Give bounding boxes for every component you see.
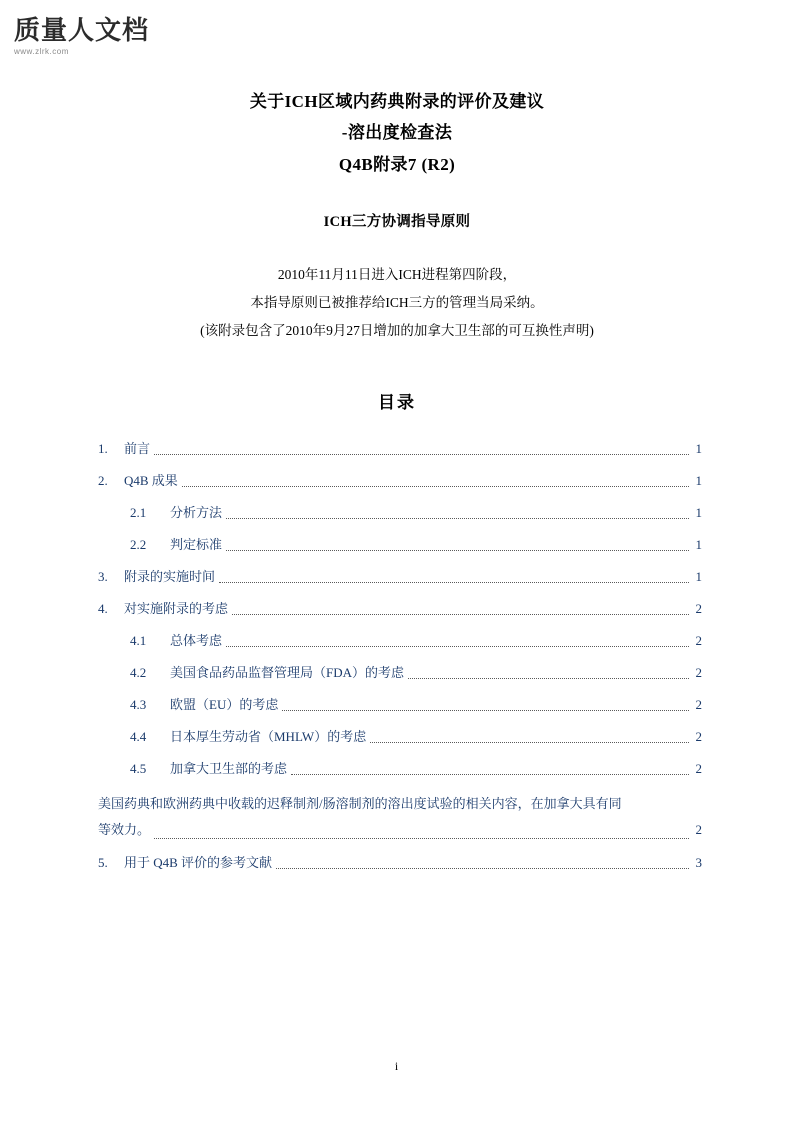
toc-entry[interactable] [92, 695, 702, 715]
toc-leader-dots [154, 453, 689, 455]
toc-entry-number: 4. [98, 601, 108, 617]
page-title [92, 86, 702, 180]
title-line-3: Q4B附录7 (R2) [338, 154, 456, 174]
toc-entry[interactable] [92, 471, 702, 491]
toc-leader-dots [226, 549, 689, 551]
toc-entry-number: 4.4 [130, 729, 147, 745]
note-line-2: 本指导原则已被推荐给ICH三方的管理当局采纳。 [250, 294, 544, 310]
toc-entry-label: 前言 [124, 441, 151, 457]
toc-leader-dots [232, 613, 689, 615]
title-line-2: -溶出度检查法 [341, 123, 453, 143]
table-of-contents [92, 439, 702, 873]
toc-entry-page: 2 [695, 761, 702, 777]
toc-entry-label: 用于 Q4B 评价的参考文献 [124, 855, 273, 871]
toc-entry-number: 1. [98, 441, 108, 457]
toc-entry-label: Q4B 成果 [124, 473, 178, 489]
watermark-main-text: 质量人文档 [14, 16, 150, 46]
toc-entry[interactable] [92, 503, 702, 523]
toc-entry-page: 2 [695, 697, 702, 713]
toc-paragraph-tail: 等效力。 [98, 822, 151, 838]
toc-leader-dots [276, 867, 689, 869]
document-content [92, 86, 702, 885]
toc-entry-page: 1 [695, 537, 702, 553]
toc-heading: 目录 [378, 393, 416, 413]
toc-entry[interactable] [92, 853, 702, 873]
toc-entry-paragraph[interactable] [92, 791, 702, 843]
toc-leader-dots [282, 709, 689, 711]
toc-entry-number: 2.1 [130, 505, 147, 521]
toc-entry-label: 加拿大卫生部的考虑 [170, 761, 288, 777]
toc-entry-page: 1 [695, 569, 702, 585]
toc-entry-number: 4.1 [130, 633, 147, 649]
toc-entry-page: 1 [695, 473, 702, 489]
toc-leader-dots [226, 517, 689, 519]
toc-entry-number: 4.3 [130, 697, 147, 713]
title-line-1: 关于ICH区域内药典附录的评价及建议 [249, 92, 545, 111]
toc-entry-label: 附录的实施时间 [124, 569, 216, 585]
toc-entry-number: 2. [98, 473, 108, 489]
toc-leader-dots [219, 581, 689, 583]
toc-leader-dots [154, 837, 689, 839]
toc-entry-label: 分析方法 [170, 505, 223, 521]
toc-entry-number: 2.2 [130, 537, 147, 553]
toc-entry[interactable] [92, 759, 702, 779]
toc-entry-number: 3. [98, 569, 108, 585]
toc-leader-dots [370, 741, 689, 743]
status-notes [92, 261, 702, 344]
watermark-logo [8, 10, 160, 64]
toc-entry-page: 3 [695, 855, 702, 871]
toc-paragraph-text: 美国药典和欧洲药典中收载的迟释制剂/肠溶制剂的溶出度试验的相关内容，在加拿大具有同 [98, 796, 622, 812]
toc-entry-label: 判定标准 [170, 537, 223, 553]
toc-entry-page: 2 [695, 601, 702, 617]
toc-entry[interactable] [92, 599, 702, 619]
note-line-1: 2010年11月11日进入ICH进程第四阶段， [277, 267, 517, 283]
toc-entry[interactable] [92, 727, 702, 747]
toc-entry[interactable] [92, 535, 702, 555]
toc-entry-page: 2 [695, 729, 702, 745]
toc-entry[interactable] [92, 631, 702, 651]
toc-leader-dots [291, 773, 689, 775]
toc-entry-page: 1 [695, 505, 702, 521]
page-number-footer: i [394, 1059, 399, 1073]
note-line-3: (该附录包含了2010年9月27日增加的加拿大卫生部的可互换性声明) [200, 322, 594, 338]
toc-leader-dots [226, 645, 689, 647]
toc-leader-dots [182, 485, 689, 487]
toc-entry-page: 2 [695, 633, 702, 649]
toc-entry-label: 美国食品药品监督管理局（FDA）的考虑 [170, 665, 405, 681]
toc-entry-label: 欧盟（EU）的考虑 [170, 697, 279, 713]
toc-entry-page: 1 [695, 441, 702, 457]
watermark-sub-text: www.zlrk.com [14, 47, 69, 56]
toc-entry-number: 5. [98, 855, 108, 871]
toc-entry-page: 2 [695, 822, 702, 838]
toc-entry-number: 4.5 [130, 761, 147, 777]
toc-entry[interactable] [92, 663, 702, 683]
toc-entry[interactable] [92, 439, 702, 459]
toc-entry-page: 2 [695, 665, 702, 681]
toc-entry-label: 日本厚生劳动省（MHLW）的考虑 [170, 729, 367, 745]
document-subtitle: ICH三方协调指导原则 [323, 214, 471, 231]
toc-entry[interactable] [92, 567, 702, 587]
toc-entry-number: 4.2 [130, 665, 147, 681]
toc-leader-dots [408, 677, 689, 679]
toc-entry-label: 总体考虑 [170, 633, 223, 649]
toc-entry-label: 对实施附录的考虑 [124, 601, 229, 617]
